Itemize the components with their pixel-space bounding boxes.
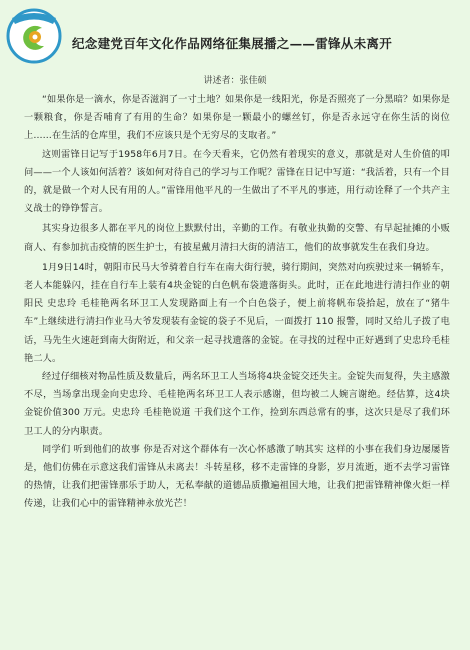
header bbox=[0, 0, 470, 72]
paragraph-diary: 这则雷锋日记写于1958年6月7日。在今天看来，它仍然有着现实的意义，那就是对人生价值的叩问——一个人该如何活着？该如何对待自己的学习与工作呢？雷锋在日记中写道：“我活着，只有一个目的，就是做一个对人民有用的人。”雷锋用他平凡的一生做出了不平凡的事迹，用行动诠释了一个共产主义战士的铮铮誓言。 bbox=[24, 148, 450, 215]
paragraph-return: 经过仔细核对物品性质及数量后，两名环卫工人当场将4块金锭交还失主。金锭失而复得，失主感激不尽，当场拿出现金向史忠玲、毛桂艳两名环卫工人表示感谢，但均被二人婉言谢绝。经估算，这4块金锭价值300 万元。史忠玲 毛桂艳说道 干我们这个工作，捡到东西总常有的事，这次只是尽了我们环卫工人的分内职责。 bbox=[24, 371, 450, 437]
paragraph-conclusion: 同学们 听到他们的故事 你是否对这个群体有一次心怀感激了呐其实 这样的小事在我们身边屡屡皆是，他们仿佛在示意这我们雷锋从未离去！斗转星移，移不走雷锋的身影，岁月流逝，逝不去学习雷锋的热情，让我们把雷锋那乐于助人，无私奉献的道德品质撒遍祖国大地，让我们把雷锋精神像火炬一样传递，让我们心中的雷锋精神永放光芒！ bbox=[24, 443, 450, 510]
page-title: 纪念建党百年文化作品网络征集展播之——雷锋从未离开 bbox=[72, 36, 393, 51]
paragraph-story: 1月9日14时，朝阳市民马大爷骑着自行车在南大街行驶，骑行期间，突然对向疾驶过来一辆轿车，老人本能躲闪，挂在自行车上装有4块金锭的白色帆布袋遗落街头。此时，正在此地进行清扫作业的朝阳民 史忠玲 毛桂艳两名环卫工人发现路面上有一个白色袋子，便上前将帆布袋拾起，放在了“猪牛车”上继续进行清扫作业马大爷发现装有金锭的袋子不见后，一面拨打 110 报警，同时又给儿子拨了电话，马先生火速赶到南大街附近，和父亲一起寻找遗落的金锭。在寻找的过程中正好遇到了史忠玲毛桂艳二人。 bbox=[24, 261, 450, 364]
article-body bbox=[24, 91, 450, 514]
party-centenary-logo-icon bbox=[6, 6, 62, 64]
speaker-line: 讲述者：张佳硕 bbox=[203, 76, 267, 86]
paragraph-quote: “如果你是一滴水，你是否滋润了一寸土地？如果你是一线阳光，你是否照亮了一分黑暗？如果你是一颗粮食，你是否哺育了有用的生命？如果你是一颗最小的螺丝钉，你是否永远守在你生活的岗位上……在生活的仓库里，我们不应该只是个无穷尽的支取者。” bbox=[24, 94, 450, 142]
paragraph-ordinary-people: 其实身边很多人都在平凡的岗位上默默付出，辛勤的工作。有敬业执勤的交警、有早起扯摊的小贩商人、有参加抗击疫情的医生护士，有披星戴月清扫大街的清洁工，他们的故事就发生在我们身边。 bbox=[24, 223, 450, 253]
